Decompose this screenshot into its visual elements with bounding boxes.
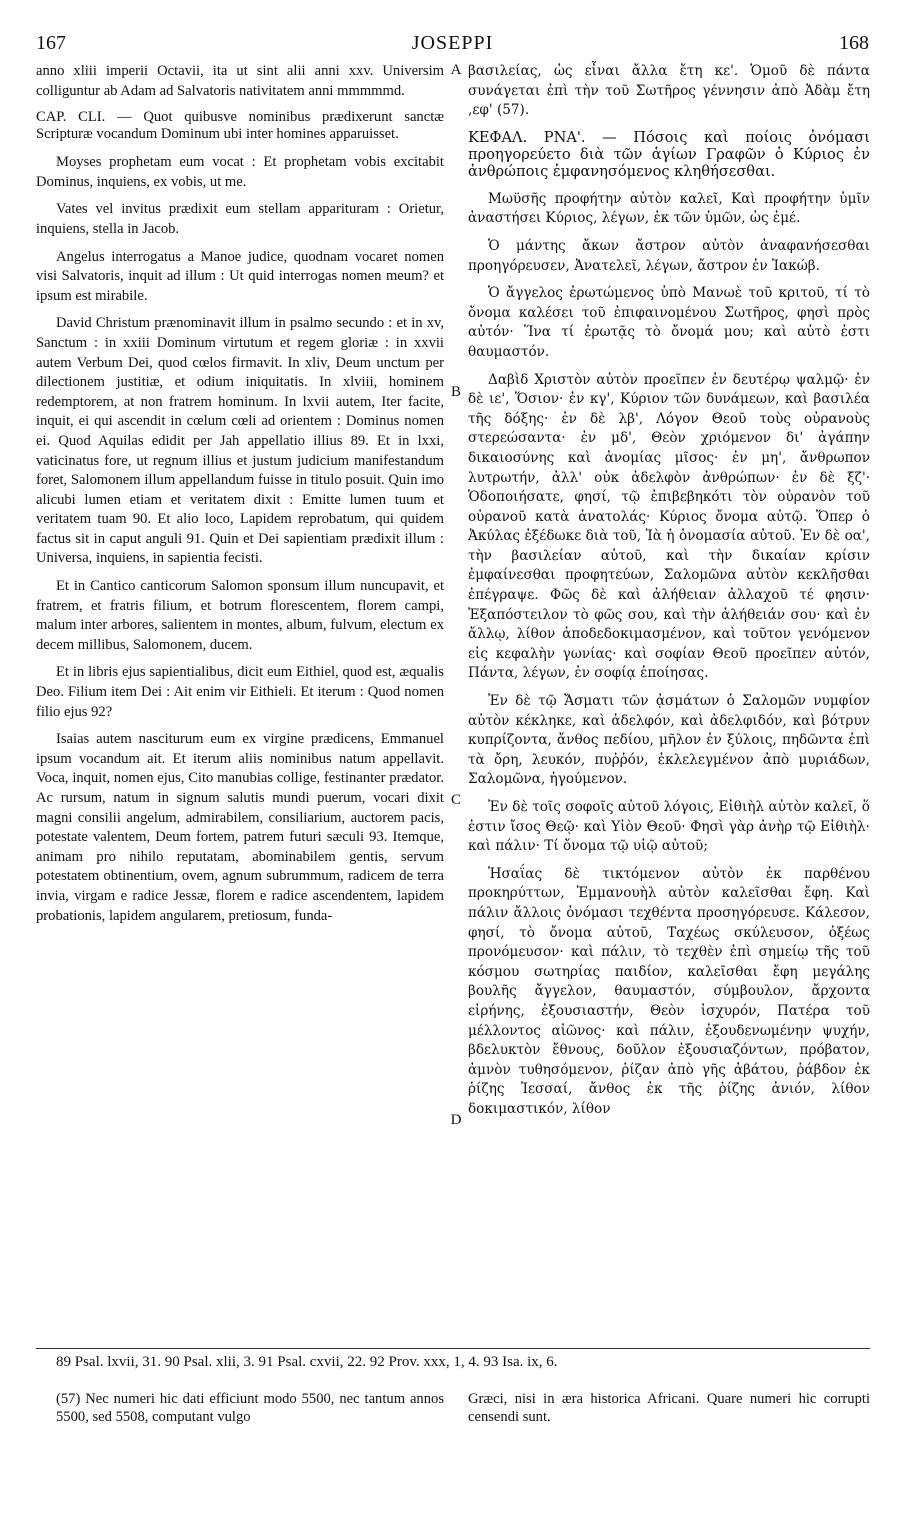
latin-paragraph: David Christum prænominavit illum in psalmo secundo : et in xv, Sanctum : in xxiii Dominum virtutum et regem gloriæ : in xxvii autem Verbum Dei, quod cœlos firmavit. In xliv, Deum unctum per dilectionem justitiæ, et odium iniquitatis. In xlviii, hominem redemptorem, at non fratrem hominum. In lxvii autem, Iter facite, inquit, ei qui ascendit in cœlum cœli ad orientem : Dominus nomen ei. Quod Aquilas edidit per Jah appellatio illius 89. Et in lxxi, vaticinatus fore, ut regnum illius et justum judicium manifestandum foret, Salomonem illum appellandum fuisse in titulo posuit. Quin imo alicubi lumen etiam et veritatem dixit : Emitte lumen tuum et veritatem tuam 90. Et alio loco, Lapidem reprobatum, qui quidem factus sit in caput anguli 91. Quin et Dei sapientiam prædixit illum : Universa, inquiens, in sapientia fecisti. xyxy=(36,315,444,567)
greek-paragraph: Ὁ μάντης ἄκων ἄστρον αὐτὸν ἀναφανήσεσθαι προηγόρευσεν, Ἀνατελεῖ, λέγων, ἄστρον ἐν Ἰακώβ. xyxy=(468,237,870,274)
greek-paragraph: Ἐν δὲ τῷ Ἄσματι τῶν ᾀσμάτων ὁ Σαλομῶν νυμφίον αὐτὸν κέκληκε, καὶ ἀδελφόν, καὶ ἀδελφιδόν, καὶ βότρυν κυπρίζοντα, ἄνθος πεδίου, μῆλον ἐν ξύλοις, πηδῶντα ἐπὶ τὰ ὄρη, λευκόν, πυῤῥόν, ἐκλελεγμένον ἀπὸ μυριάδων, Σαλομῶνα, ἡγούμενον. xyxy=(468,693,870,788)
latin-chapter-heading: CAP. CLI. — Quot quibusve nominibus prædixerunt sanctæ Scripturæ vocandum Dominum ubi inter homines apparuisset. xyxy=(36,109,444,143)
latin-column xyxy=(36,62,444,934)
latin-paragraph: Angelus interrogatus a Manoe judice, quodnam vocaret nomen visi Salvatoris, inquit ad illum : Ut quid interrogas nomen meum? et ipsum est mirabile. xyxy=(36,248,444,304)
latin-paragraph: anno xliii imperii Octavii, ita ut sint alii anni xxv. Universim colliguntur ab Adam ad Salvatoris nativitatem anni mmmmmd. xyxy=(36,63,444,99)
page-header xyxy=(36,32,869,58)
page-number-right: 168 xyxy=(839,32,869,54)
latin-paragraph: Moyses prophetam eum vocat : Et prophetam vobis excitabit Dominus, inquiens, ex vobis, ut me. xyxy=(36,154,444,190)
greek-paragraph: Ἡσαΐας δὲ τικτόμενον αὐτὸν ἐκ παρθένου προκηρύττων, Ἐμμανουὴλ αὐτὸν καλεῖσθαι ἔφη. Καὶ πάλιν ἄλλοις ὀνόμασι τεχθέντα προσηγόρευσε. Κάλεσον, φησί, τὸ ὄνομα αὐτοῦ, Ταχέως σκύλευσον, ὀξέως προνόμευσον· καὶ πάλιν, τὸ τεχθὲν ἐπὶ σημείῳ τῆς τοῦ κόσμου σωτηρίας παιδίον, καλεῖσθαι ἔφη μεγάλης βουλῆς ἄγγελον, θαυμαστόν, σύμβουλον, ἄρχοντα εἰρήνης, ἐξουσιαστήν, Θεὸν ἰσχυρόν, Πατέρα τοῦ μέλλοντος αἰῶνος· καὶ πάλιν, ἐξουδενωμένην ψυχήν, βδελυκτὸν ἔθνους, δοῦλον ἐξουσιαζόντων, πρόβατον, ἀμνὸν τυθησόμενον, ῥίζαν ἀπὸ γῆς ἀβάτου, ῥάβδον ἐκ ῥίζης Ἰεσσαί, ἄνθος ἐκ τῆς ῥίζης ἀνιόν, λίθον δοκιμαστικόν, λίθον xyxy=(468,865,870,1117)
greek-paragraph: Ὁ ἄγγελος ἐρωτώμενος ὑπὸ Μανωὲ τοῦ κριτοῦ, τί τὸ ὄνομα καλέσει τοῦ ἐπιφαινομένου Σωτῆρος, φησὶ πρὸς αὐτόν· Ἵνα τί ἐρωτᾷς τὸ ὄνομά μου; καὶ αὐτὸ ἐστι θαυμαστόν. xyxy=(468,285,870,360)
greek-paragraph: Δαβὶδ Χριστὸν αὐτὸν προεῖπεν ἐν δευτέρῳ ψαλμῷ· ἐν δὲ ιε', Ὅσιον· ἐν κγ', Κύριον τῶν δυνάμεων, καὶ βασιλέα τῆς δόξης· ἐν δὲ λβ', Λόγον Θεοῦ τοὺς οὐρανοὺς στερεώσαντα· ἐν μδ', Θεὸν χριόμενον δι' ἀγάπην δικαιοσύνης καὶ ἀνομίας μῖσος· ἐν μη', ἄνθρωπον λυτρωτήν, ἀλλ' οὐκ ἀδελφὸν ἀνθρώπων· ἐν δὲ ξζ'· Ὁδοποιήσατε, φησί, τῷ ἐπιβεβηκότι τὸν οὐρανὸν τοῦ οὐρανοῦ κατὰ ἀνατολάς· Κύριος ὄνομα αὐτῷ. Ὅπερ ὁ Ἀκύλας ἐξέδωκε διὰ τοῦ, Ἰὰ ἡ ὀνομασία αὐτοῦ. Ἐν δὲ οα', τὴν βασιλείαν αὐτοῦ, καὶ τὴν δικαίαν κρίσιν ἐμφαίνεσθαι προφητεύων, Σαλομῶνα αὐτὸν κεκλῆσθαι ἐπέγραψε. Φῶς δὲ καὶ ἀλήθειαν ἀλλαχοῦ τέ φησιν· Ἐξαπόστειλον τὸ φῶς σου, καὶ τὴν ἀλήθειάν σου· καὶ ἐν ἄλλῳ, λίθον ἀποδεδοκιμασμένον, καὶ τοῦτον γενόμενον εἰς κεφαλὴν γωνίας· καὶ σοφίαν Θεοῦ προεῖπεν αὐτόν, Πάντα, λέγων, ἐν σοφίᾳ ἐποίησας. xyxy=(468,371,870,682)
greek-paragraph: Ἐν δὲ τοῖς σοφοῖς αὐτοῦ λόγοις, Εἰθιὴλ αὐτὸν καλεῖ, ὅ ἐστιν ἴσος Θεῷ· καὶ Υἱὸν Θεοῦ· Φησὶ γὰρ ἀνὴρ τῷ Εἰθιὴλ· καὶ πάλιν· Τί ὄνομα τῷ υἱῷ αὐτοῦ; xyxy=(468,799,870,855)
latin-paragraph: Vates vel invitus prædixit eum stellam apparituram : Orietur, inquiens, stella in Jacob. xyxy=(36,201,444,237)
latin-paragraph: Et in libris ejus sapientialibus, dicit eum Eithiel, quod est, æqualis Deo. Filium item Dei : Ait enim vir Eithieli. Et iterum : Quod nomen filio ejus 92? xyxy=(36,664,444,720)
footnote-rule xyxy=(36,1348,870,1349)
editor-note-left: (57) Nec numeri hic dati efficiunt modo 5500, nec tantum annos 5500, sed 5508, computant vulgo xyxy=(56,1391,444,1425)
page-number-left: 167 xyxy=(36,32,66,54)
greek-column xyxy=(468,62,870,1128)
margin-marker-d: D xyxy=(450,1112,462,1128)
editor-note-right: Græci, nisi in æra historica Africani. Quare numeri hic corrupti censendi sunt. xyxy=(468,1391,870,1425)
running-title: JOSEPPI xyxy=(411,32,494,54)
margin-marker-b: B xyxy=(450,384,461,400)
latin-paragraph: Isaias autem nasciturum eum ex virgine prædicens, Emmanuel ipsum vocandum ait. Et iterum aliis nominibus natum appellavit. Voca, inquit, nomen ejus, Cito manubias collige, festinanter prædator. Ac rursum, natum in signum salutis mundi puerum, vocari dixit magni consilii angelum, admirabilem, consiliarium, auctorem pacis, potestate valentem, Deum fortem, patrem futuri sæculi 93. Itemque, animam pro nihilo reputatam, abominabilem gentis, servum potestatem obtinentium, ovem, agnum subrummum, radicem de terra invia, virgam e radice Jessæ, florem e radice ascendentem, lapidem probationis, lapidem angularem, pretiosum, funda- xyxy=(36,731,444,924)
latin-paragraph: Et in Cantico canticorum Salomon sponsum illum nuncupavit, et fratrem, et fratris filium, et botrum florescentem, florem campi, malum inter arbores, salientem in montes, album, fulvum, electum ex decem millibus, Salomonem, ducem. xyxy=(36,578,444,653)
greek-chapter-heading: ΚΕΦΑΛ. ΡΝΑ'. — Πόσοις καὶ ποίοις ὀνόμασι προηγορεύετο διὰ τῶν ἁγίων Γραφῶν ὁ Κύριος ἐν ἀνθρώποις ἐμφανησόμενος κληθήσεσθαι. xyxy=(468,128,870,180)
greek-paragraph: Μωϋσῆς προφήτην αὐτὸν καλεῖ, Καὶ προφήτην ὑμῖν ἀναστήσει Κύριος, λέγων, ἐκ τῶν ὑμῶν, ὡς ἐμέ. xyxy=(468,190,870,227)
greek-paragraph: βασιλείας, ὡς εἶναι ἄλλα ἔτη κε'. Ὁμοῦ δὲ πάντα συνάγεται ἐπὶ τὴν τοῦ Σωτῆρος γέννησιν ἀπὸ Ἀδὰμ ἔτη ,εφ' (57). xyxy=(468,63,870,119)
margin-marker-a: A xyxy=(450,62,462,78)
footnotes: 89 Psal. lxvii, 31. 90 Psal. xlii, 3. 91 Psal. cxvii, 22. 92 Prov. xxx, 1, 4. 93 Isa. ix, 6. xyxy=(56,1354,558,1370)
margin-marker-c: C xyxy=(450,792,461,808)
